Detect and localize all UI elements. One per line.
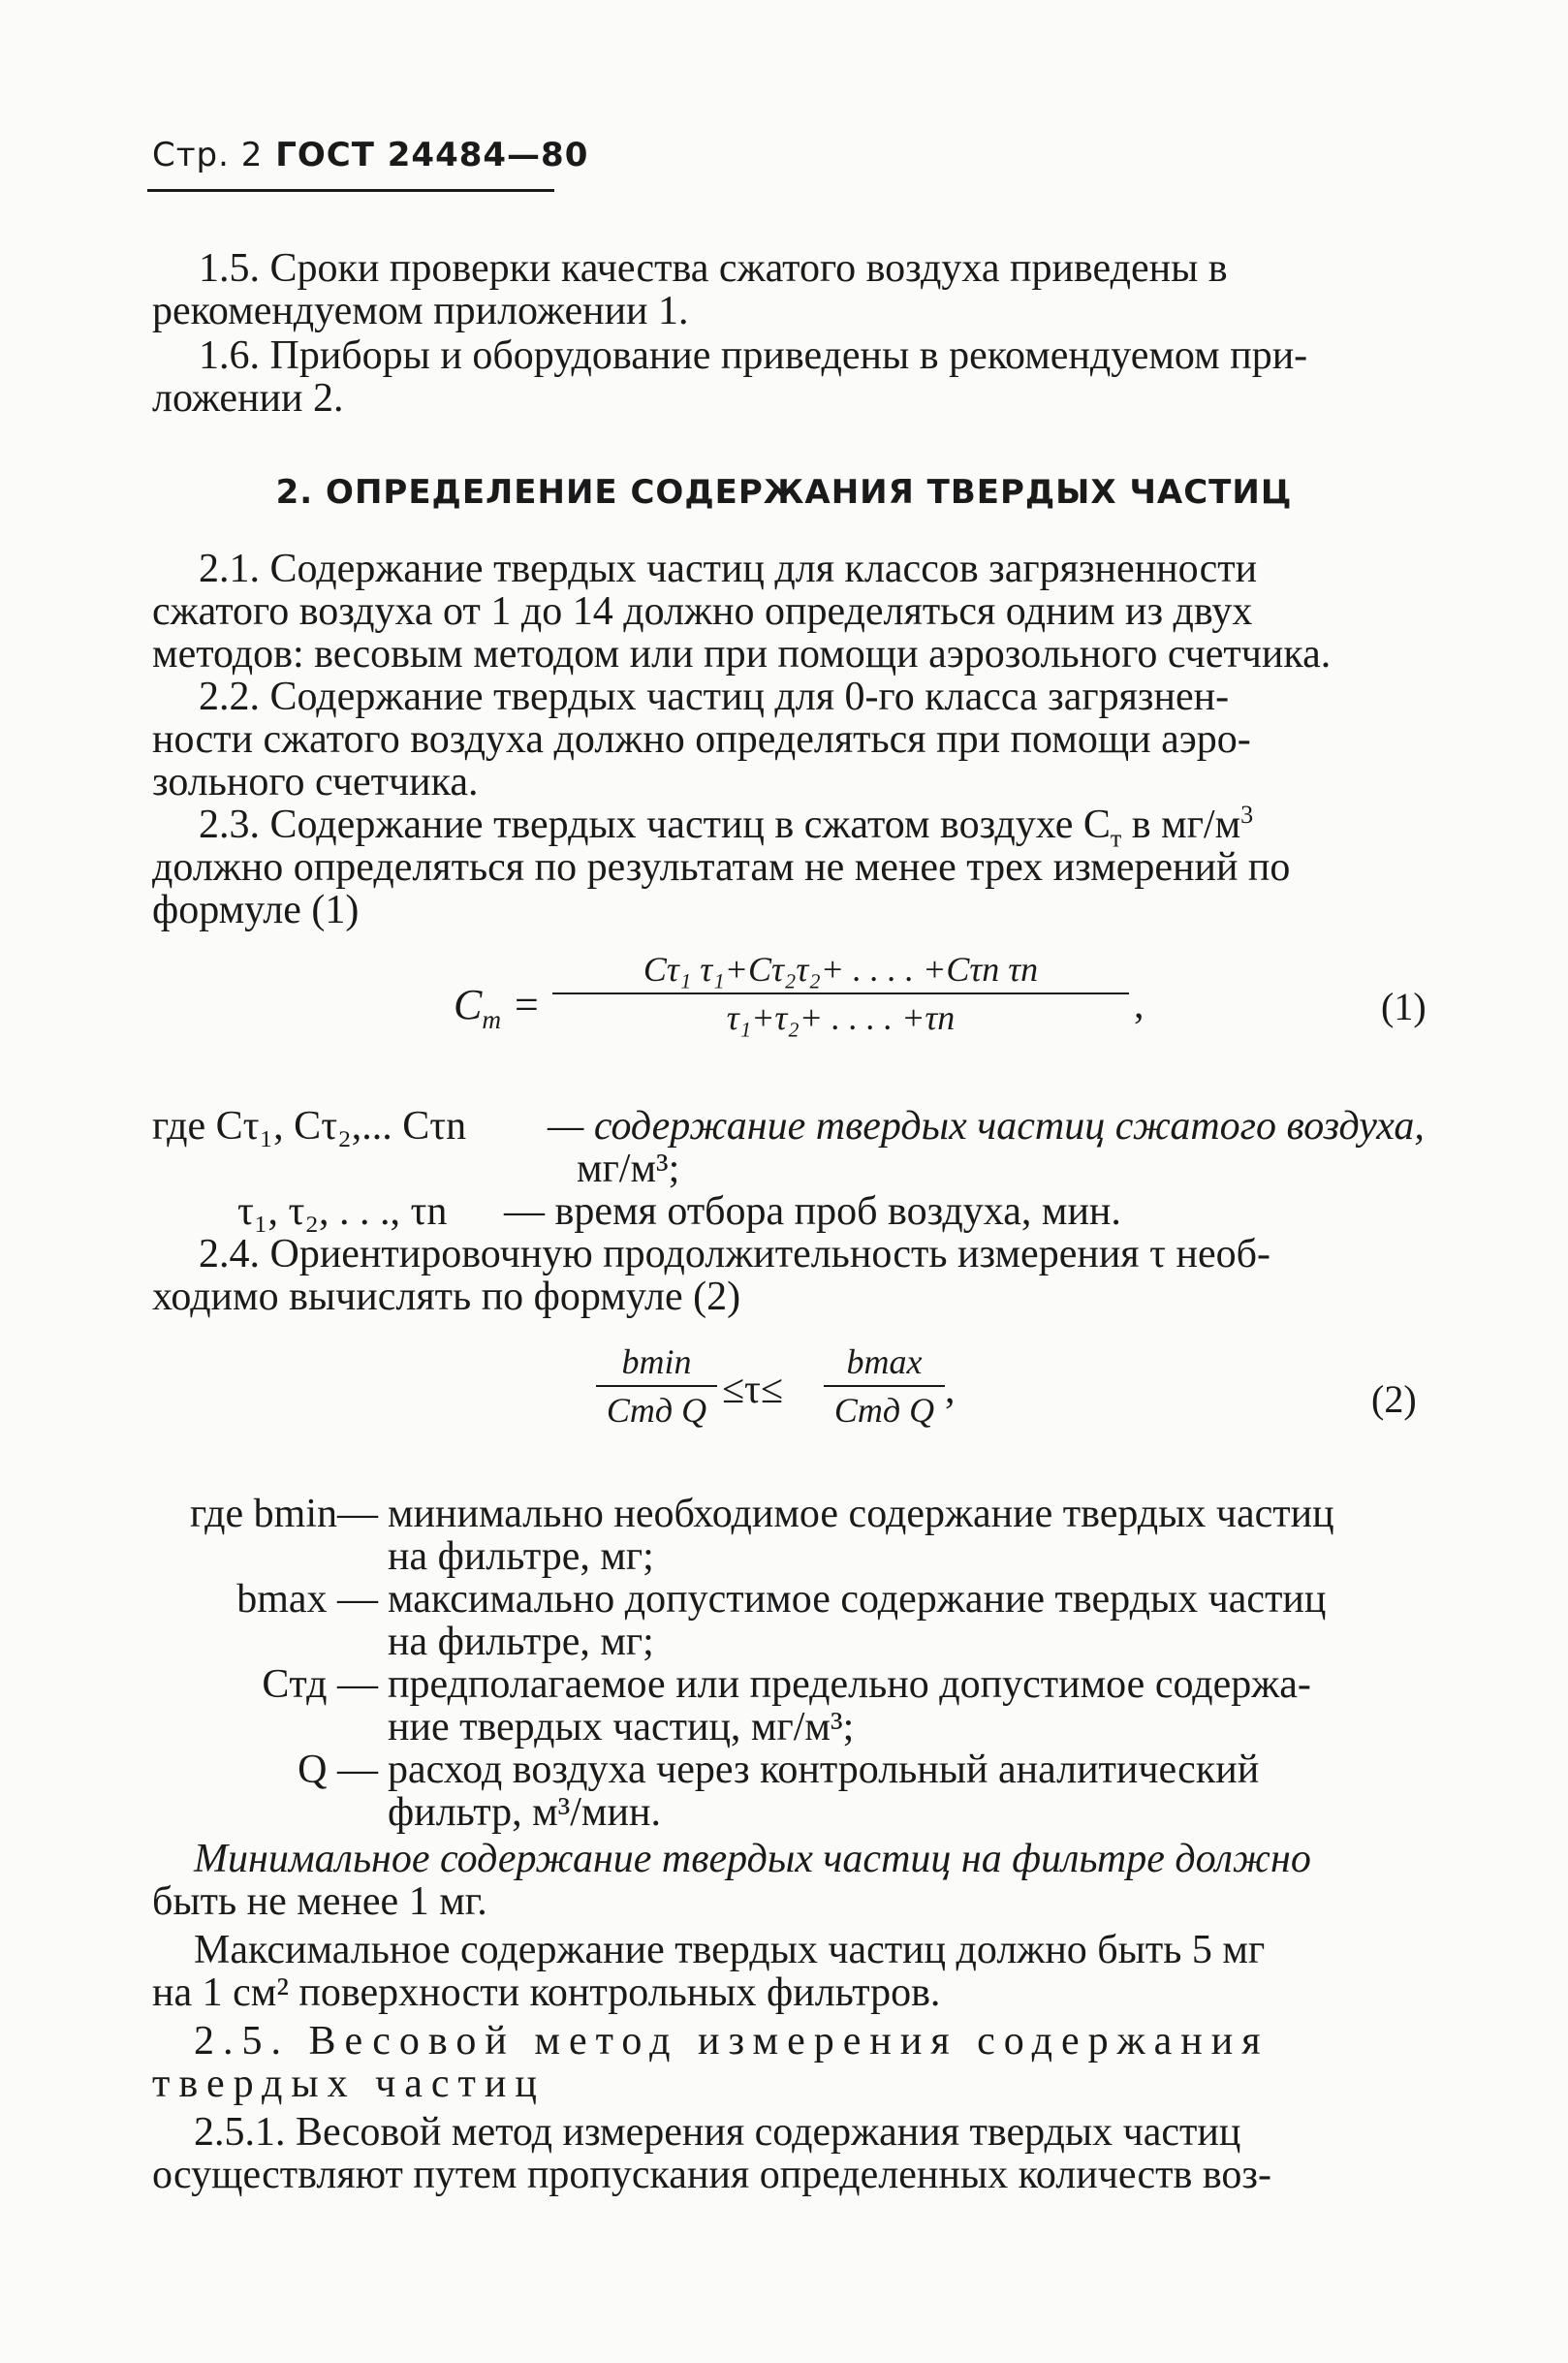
formula2-left-fraction bbox=[596, 1342, 717, 1430]
formula1-numerator: Cτ₁ τ₁+Cτ₂τ₂+ . . . . +Cτn τn bbox=[643, 950, 1039, 989]
p2-5-line2: твердых частиц bbox=[152, 2062, 546, 2106]
p2-3-sup: 3 bbox=[1240, 801, 1254, 829]
p1-6-line1: 1.6. Приборы и оборудование приведены в рекомендуемом при- bbox=[199, 333, 1308, 378]
where1-term1: где Cτ₁, Cτ₂,... Cτn bbox=[152, 1104, 467, 1149]
p2-3-line2: должно определяться по результатам не менее трех измерений по bbox=[152, 845, 1291, 890]
where2-ctd-line1: предполагаемое или предельно допустимое содержа- bbox=[388, 1662, 1311, 1707]
formula1-lhs: $C_т$ = bbox=[454, 981, 541, 1034]
formula1-bar bbox=[552, 992, 1129, 994]
where1-desc2: — время отбора проб воздуха, мин. bbox=[504, 1189, 1121, 1234]
header-rule bbox=[147, 189, 554, 192]
formula2-right-fraction bbox=[824, 1342, 945, 1430]
where2-bmax-line2: на фильтре, мг; bbox=[388, 1620, 654, 1664]
formula1-number: (1) bbox=[1381, 985, 1427, 1028]
p2-1-line3: методов: весовым методом или при помощи аэрозольного счетчика. bbox=[152, 632, 1332, 677]
p2-2-line3: зольного счетчика. bbox=[152, 760, 479, 804]
where1-desc1-line1: — содержание твердых частиц сжатого воздуха, bbox=[548, 1104, 1425, 1149]
formula2-comma: , bbox=[945, 1368, 956, 1412]
where2-term-bmax: bmax — bbox=[236, 1577, 378, 1622]
p2-3-line3: формуле (1) bbox=[152, 888, 360, 932]
p2-4-line2: ходимо вычислять по формуле (2) bbox=[152, 1275, 741, 1319]
where2-bmin-line1: минимально необходимое содержание твердых частиц bbox=[388, 1492, 1334, 1536]
p2-1-line2: сжатого воздуха от 1 до 14 должно определяться одним из двух bbox=[152, 589, 1253, 634]
p2-3-line1 bbox=[199, 801, 1254, 853]
p2-4-line1: 2.4. Ориентировочную продолжительность измерения τ необ- bbox=[199, 1232, 1270, 1276]
standard-code: ГОСТ 24484—80 bbox=[275, 136, 589, 174]
where2-term-bmin: где bmin— bbox=[190, 1492, 378, 1536]
where2-bmax-line1: максимально допустимое содержание твердых частиц bbox=[388, 1577, 1327, 1622]
p2-1-line1: 2.1. Содержание твердых частиц для классов загрязненности bbox=[199, 547, 1258, 591]
formula2-left-den: Cтд Q bbox=[606, 1391, 707, 1430]
where1-term2: τ₁, τ₂, . . ., τn bbox=[237, 1189, 448, 1234]
p2-3-sub: т bbox=[1110, 824, 1122, 853]
where1-desc1-line2: мг/м³; bbox=[577, 1147, 680, 1191]
section-heading: 2. ОПРЕДЕЛЕНИЕ СОДЕРЖАНИЯ ТВЕРДЫХ ЧАСТИЦ bbox=[275, 473, 1293, 512]
formula2-right-bar bbox=[824, 1385, 945, 1387]
formula1-comma: , bbox=[1134, 983, 1145, 1027]
min-note-line2: быть не менее 1 мг. bbox=[152, 1879, 487, 1924]
where2-term-q: Q — bbox=[298, 1748, 378, 1792]
p2-2-line1: 2.2. Содержание твердых частиц для 0-го класса загрязнен- bbox=[199, 675, 1230, 719]
formula2-left-num: bmin bbox=[621, 1342, 692, 1381]
p2-5-1-line2: осуществляют путем пропускания определенных количеств воз- bbox=[152, 2153, 1271, 2197]
p1-6-line2: ложении 2. bbox=[152, 376, 344, 421]
page-header bbox=[152, 136, 588, 174]
formula2-number: (2) bbox=[1371, 1377, 1417, 1421]
where2-ctd-line2: ние твердых частиц, мг/м³; bbox=[388, 1705, 855, 1749]
max-note-line1: Максимальное содержание твердых частиц должно быть 5 мг bbox=[194, 1928, 1266, 1972]
formula2-right-den: Cтд Q bbox=[833, 1391, 935, 1430]
where2-term-ctd: Cтд — bbox=[262, 1662, 378, 1707]
p2-3-text: 2.3. Содержание твердых частиц в сжатом воздухе C bbox=[199, 803, 1111, 847]
p2-2-line2: ности сжатого воздуха должно определяться при помощи аэро- bbox=[152, 717, 1251, 762]
where2-q-line2: фильтр, м³/мин. bbox=[388, 1790, 661, 1835]
p2-3-unit: в мг/м bbox=[1121, 803, 1241, 847]
where2-bmin-line2: на фильтре, мг; bbox=[388, 1534, 654, 1579]
formula2-left-bar bbox=[596, 1385, 717, 1387]
min-note-line1: Минимальное содержание твердых частиц на фильтре должно bbox=[194, 1837, 1311, 1881]
p2-5-line1: 2.5. Весовой метод измерения содержания bbox=[194, 2019, 1270, 2064]
formula1-denominator: τ₁+τ₂+ . . . . +τn bbox=[726, 998, 956, 1037]
p2-5-1-line1: 2.5.1. Весовой метод измерения содержания твердых частиц bbox=[194, 2110, 1241, 2155]
formula1-fraction bbox=[552, 950, 1129, 1037]
p1-5-line2: рекомендуемом приложении 1. bbox=[152, 289, 689, 333]
page-number: Стр. 2 bbox=[152, 136, 264, 174]
max-note-line2: на 1 см² поверхности контрольных фильтров. bbox=[152, 1970, 941, 2015]
formula2-right-num: bmax bbox=[846, 1342, 923, 1381]
where2-q-line1: расход воздуха через контрольный аналитический bbox=[388, 1748, 1260, 1792]
p1-5-line1: 1.5. Сроки проверки качества сжатого воздуха приведены в bbox=[199, 246, 1228, 291]
formula2-relation: ≤τ≤ bbox=[722, 1368, 783, 1412]
